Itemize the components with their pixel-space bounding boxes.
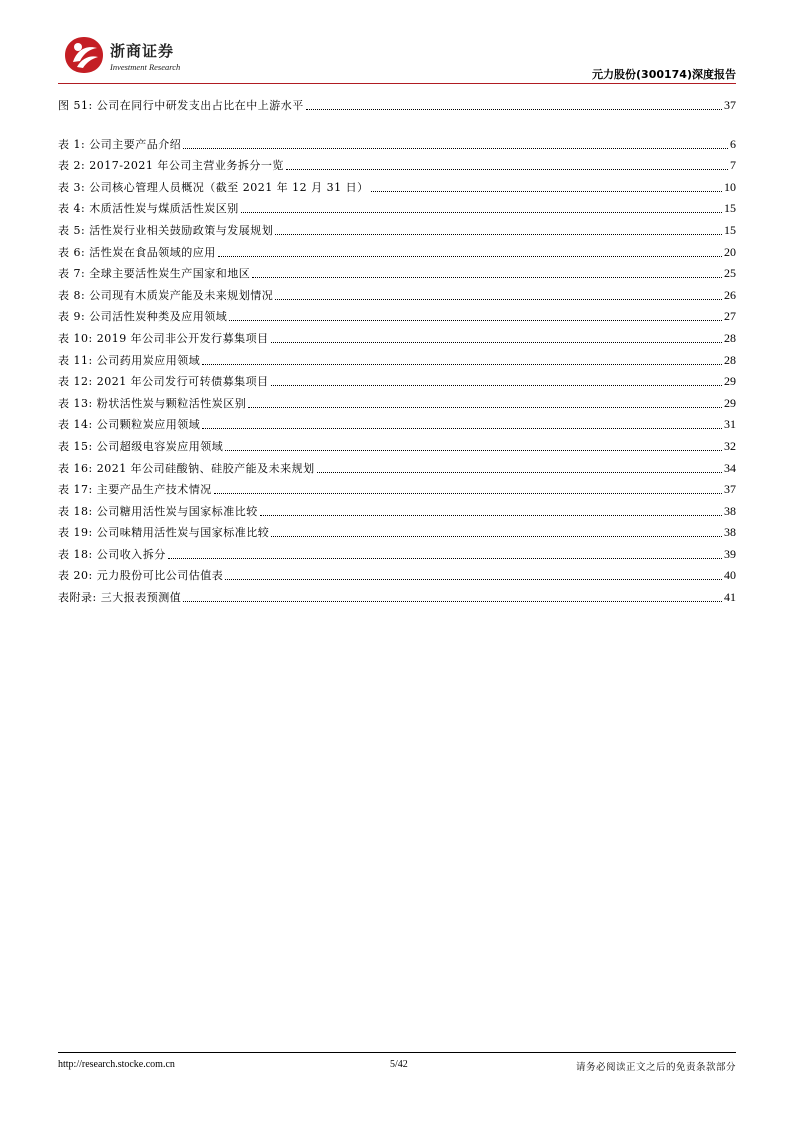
toc-entry-page: 38 <box>724 525 736 540</box>
toc-dot-leader <box>317 463 722 473</box>
toc-entry-label: 表 18: 公司糖用活性炭与国家标准比较 <box>58 504 258 518</box>
toc-entry-page: 28 <box>724 330 736 345</box>
toc-entry[interactable] <box>58 201 736 223</box>
toc-entry[interactable] <box>58 374 736 396</box>
toc-entry[interactable] <box>58 547 736 569</box>
toc-entry-page: 15 <box>724 201 736 216</box>
toc-entry-label: 表附录: 三大报表预测值 <box>58 591 182 605</box>
toc-entry-label: 表 3: 公司核心管理人员概况（截至 2021 年 12 月 31 日） <box>58 180 369 194</box>
brand-name-en: Investment Research <box>110 62 181 72</box>
toc-entry-page: 37 <box>724 98 736 112</box>
toc-entry-label: 表 16: 2021 年公司硅酸钠、硅胶产能及未来规划 <box>58 461 315 475</box>
toc-entry-page: 7 <box>730 158 736 173</box>
toc-entry-label: 表 9: 公司活性炭种类及应用领域 <box>58 310 228 324</box>
toc-entry-label: 表 1: 公司主要产品介绍 <box>58 137 182 151</box>
toc-dot-leader <box>168 549 722 559</box>
toc-entry-page: 28 <box>724 352 736 367</box>
toc-entry-label: 表 4: 木质活性炭与煤质活性炭区别 <box>58 202 239 216</box>
toc-entry-label: 表 15: 公司超级电容炭应用领域 <box>58 439 224 453</box>
toc-entry[interactable] <box>58 396 736 418</box>
report-title: 元力股份(300174)深度报告 <box>592 68 736 81</box>
toc-dot-leader <box>275 225 722 235</box>
toc-entry-label: 表 2: 2017-2021 年公司主营业务拆分一览 <box>58 159 284 173</box>
toc-entry[interactable] <box>58 137 736 159</box>
toc-dot-leader <box>225 441 722 451</box>
page-header <box>58 36 736 86</box>
toc-entry-page: 37 <box>724 482 736 497</box>
toc-entry-page: 34 <box>724 460 736 475</box>
toc-entry-page: 29 <box>724 395 736 410</box>
toc-entry[interactable] <box>58 288 736 310</box>
toc-entry-label: 表 13: 粉状活性炭与颗粒活性炭区别 <box>58 396 247 410</box>
toc-entry[interactable] <box>58 223 736 245</box>
toc-entry-page: 20 <box>724 244 736 259</box>
toc-entry-page: 38 <box>724 503 736 518</box>
toc-entry[interactable] <box>58 98 736 120</box>
footer-url-link[interactable]: http://research.stocke.com.cn <box>58 1059 175 1070</box>
disclaimer-note: 请务必阅读正文之后的免责条款部分 <box>575 1062 736 1073</box>
page-number: 5/42 <box>390 1059 408 1070</box>
footer-divider <box>58 1052 736 1053</box>
toc-dot-leader <box>214 484 722 494</box>
toc-entry[interactable] <box>58 331 736 353</box>
toc-dot-leader <box>271 527 722 537</box>
toc-entry-page: 27 <box>724 309 736 324</box>
toc-entry-page: 39 <box>724 546 736 561</box>
toc-entry-page: 41 <box>724 590 736 605</box>
toc-entry-label: 表 17: 主要产品生产技术情况 <box>58 483 212 497</box>
toc-entry[interactable] <box>58 568 736 590</box>
toc-dot-leader <box>252 268 722 278</box>
toc-entry[interactable] <box>58 504 736 526</box>
toc-entry-label: 表 11: 公司药用炭应用领域 <box>58 353 201 367</box>
toc-entry[interactable] <box>58 461 736 483</box>
table-of-contents <box>58 98 736 612</box>
toc-entry[interactable] <box>58 245 736 267</box>
toc-entry-label: 表 19: 公司味精用活性炭与国家标准比较 <box>58 526 270 540</box>
toc-entry[interactable] <box>58 353 736 375</box>
toc-entry-label: 表 10: 2019 年公司非公开发行募集项目 <box>58 331 269 345</box>
toc-entry-page: 15 <box>724 222 736 237</box>
page-footer <box>58 1052 736 1082</box>
toc-entry-page: 6 <box>730 136 736 151</box>
toc-entry-page: 26 <box>724 287 736 302</box>
toc-dot-leader <box>248 398 722 408</box>
toc-entry-label: 表 12: 2021 年公司发行可转债募集项目 <box>58 375 269 389</box>
toc-entry-label: 表 6: 活性炭在食品领域的应用 <box>58 245 216 259</box>
toc-dot-leader <box>218 247 722 257</box>
toc-entry-page: 31 <box>724 417 736 432</box>
toc-entry[interactable] <box>58 590 736 612</box>
toc-entry-page: 10 <box>724 179 736 194</box>
toc-entry-page: 32 <box>724 438 736 453</box>
brand-name-cn: 浙商证券 <box>110 42 175 60</box>
toc-dot-leader <box>371 182 722 192</box>
toc-dot-leader <box>241 203 722 213</box>
toc-entry[interactable] <box>58 158 736 180</box>
toc-entry[interactable] <box>58 309 736 331</box>
brand-logo-icon <box>64 36 104 74</box>
toc-dot-leader <box>229 311 722 321</box>
toc-dot-leader <box>306 100 722 110</box>
toc-dot-leader <box>183 592 722 602</box>
toc-dot-leader <box>271 333 722 343</box>
toc-dot-leader <box>202 355 722 365</box>
toc-dot-leader <box>225 570 722 580</box>
toc-dot-leader <box>286 160 728 170</box>
toc-entry[interactable] <box>58 417 736 439</box>
toc-entry-page: 25 <box>724 266 736 281</box>
toc-entry-label: 表 18: 公司收入拆分 <box>58 547 166 561</box>
toc-entry-page: 40 <box>724 568 736 583</box>
toc-entry[interactable] <box>58 525 736 547</box>
toc-entry[interactable] <box>58 266 736 288</box>
toc-entry-label: 表 8: 公司现有木质炭产能及未来规划情况 <box>58 288 274 302</box>
toc-entry[interactable] <box>58 482 736 504</box>
toc-dot-leader <box>260 506 722 516</box>
toc-entry-label: 表 7: 全球主要活性炭生产国家和地区 <box>58 267 251 281</box>
toc-entry[interactable] <box>58 180 736 202</box>
toc-entry-page: 29 <box>724 374 736 389</box>
toc-entry[interactable] <box>58 439 736 461</box>
toc-dot-leader <box>202 419 722 429</box>
toc-dot-leader <box>271 376 722 386</box>
toc-entry-label: 表 14: 公司颗粒炭应用领域 <box>58 418 201 432</box>
header-divider <box>58 83 736 84</box>
toc-entry-label: 表 5: 活性炭行业相关鼓励政策与发展规划 <box>58 223 274 237</box>
toc-entry-label: 表 20: 元力股份可比公司估值表 <box>58 569 224 583</box>
toc-entry-label: 图 51: 公司在同行中研发支出占比在中上游水平 <box>58 99 304 112</box>
toc-dot-leader <box>275 290 722 300</box>
toc-dot-leader <box>183 139 728 149</box>
